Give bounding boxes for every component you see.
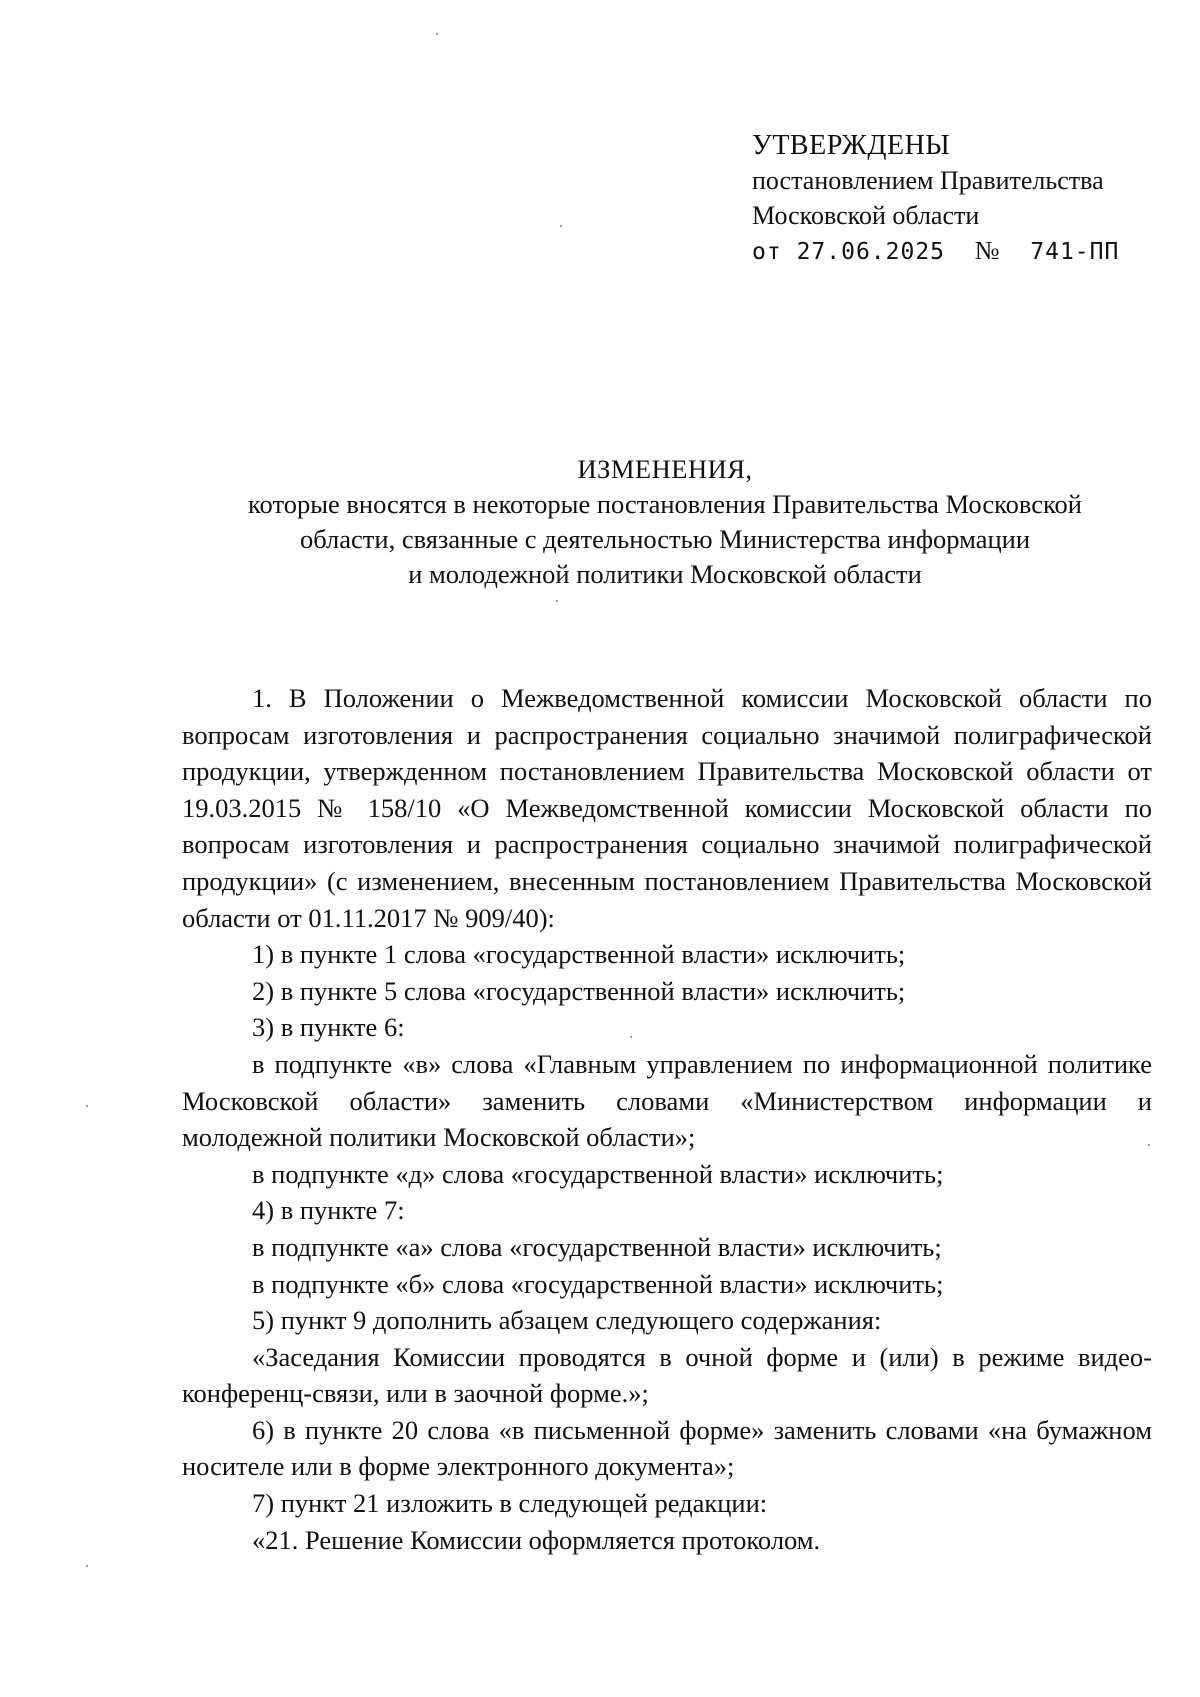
approval-number: 741-ПП	[1030, 239, 1120, 265]
paragraph: в подпункте «б» слова «государственной власти» исключить;	[252, 1268, 944, 1299]
heading-title: ИЗМЕНЕНИЯ,	[577, 454, 753, 484]
scan-speck	[556, 600, 558, 602]
paragraph: 5) пункт 9 дополнить абзацем следующего содержания:	[252, 1305, 882, 1336]
scan-speck	[86, 1565, 88, 1567]
paragraph: «Заседания Комиссии проводятся в очной форме и (или) в режиме видео-конференц-связи, или в заочной форме.»;	[182, 1341, 1152, 1409]
paragraph: 6) в пункте 20 слова «в письменной форме» заменить словами «на бумажном носителе или в форме электронного документа»;	[182, 1414, 1152, 1482]
approval-stamp	[752, 233, 1172, 270]
approval-block	[752, 128, 1172, 270]
paragraph: 1) в пункте 1 слова «государственной власти» исключить;	[252, 939, 906, 970]
scan-speck	[86, 1105, 88, 1107]
approval-line-2: Московской области	[752, 201, 980, 230]
heading-line-1: которые вносятся в некоторые постановления Правительства Московской	[248, 489, 1082, 519]
paragraph: в подпункте «д» слова «государственной власти» исключить;	[252, 1158, 944, 1189]
paragraph: 4) в пункте 7:	[252, 1195, 405, 1226]
paragraph: 3) в пункте 6:	[252, 1012, 405, 1043]
approval-title: УТВЕРЖДЕНЫ	[752, 130, 951, 161]
scan-speck	[436, 33, 438, 35]
document-heading	[180, 452, 1150, 592]
document-body	[182, 680, 1152, 1558]
paragraph: 2) в пункте 5 слова «государственной власти» исключить;	[252, 975, 906, 1006]
date-prefix: от	[752, 239, 782, 265]
heading-line-3: и молодежной политики Московской области	[408, 559, 922, 589]
approval-line-1: постановлением Правительства	[752, 166, 1104, 195]
scan-speck	[560, 225, 562, 227]
paragraph: «21. Решение Комиссии оформляется протоколом.	[252, 1524, 821, 1555]
paragraph: 1. В Положении о Межведомственной комиссии Московской области по вопросам изготовления и распространения социально значимой полиграфической продукции, утвержденном постановлением Правительства Московской области от 19.03.2015 № 158/10 «О Межведомственной комиссии Московской области по вопросам изготовления и распространения социально значимой полиграфической продукции» (с изменением, внесенным постановлением Правительства Московской области от 01.11.2017 № 909/40):	[182, 683, 1152, 933]
paragraph: в подпункте «а» слова «государственной власти» исключить;	[252, 1231, 942, 1262]
approval-date: 27.06.2025	[796, 239, 946, 265]
heading-line-2: области, связанные с деятельностью Министерства информации	[299, 524, 1031, 554]
number-sign: №	[974, 236, 1001, 265]
paragraph: 7) пункт 21 изложить в следующей редакции:	[252, 1488, 768, 1519]
paragraph: в подпункте «в» слова «Главным управлением по информационной политике Московской области» заменить словами «Министерством информации и молодежной политики Московской области»;	[182, 1048, 1152, 1153]
